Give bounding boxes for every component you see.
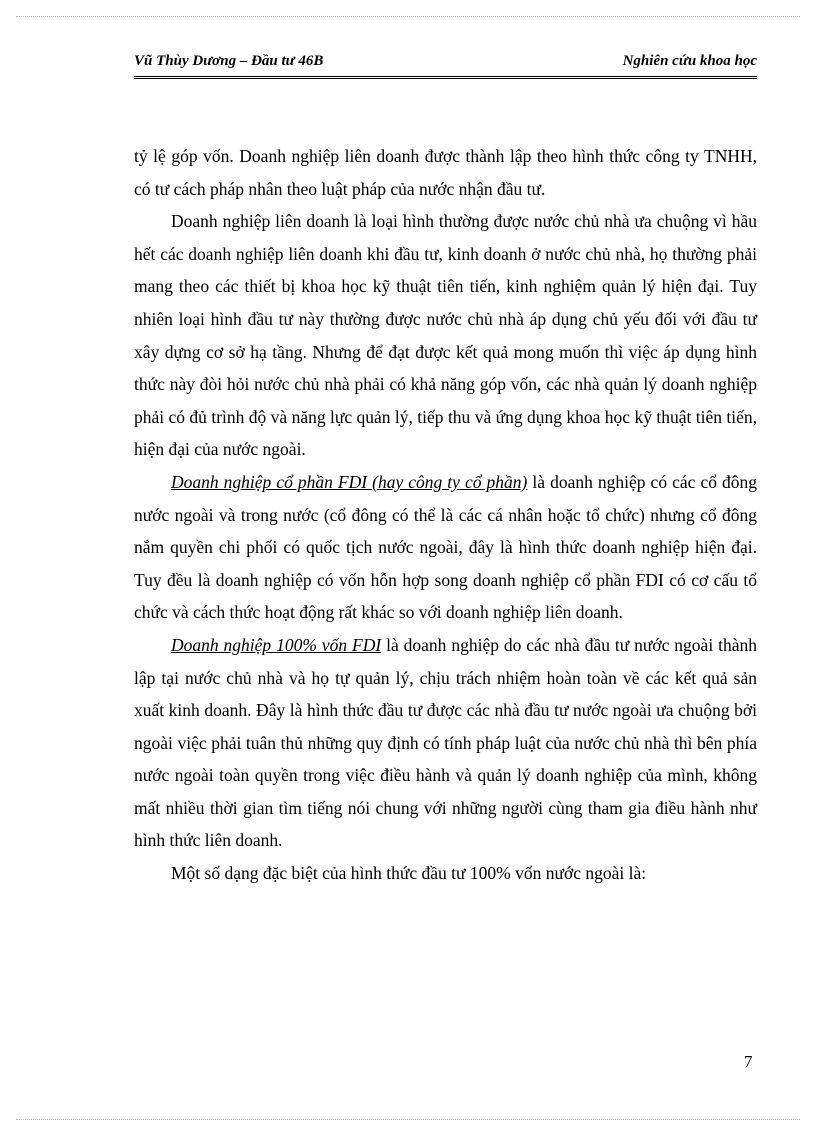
page-bottom-border bbox=[16, 1119, 800, 1120]
paragraph-2: Doanh nghiệp liên doanh là loại hình thường được nước chủ nhà ưa chuộng vì hầu hết các doanh nghiệp liên doanh khi đầu tư, kinh doanh ở nước chủ nhà, họ thường phải mang theo các thiết bị khoa học kỹ thuật tiên tiến, kinh nghiệm quản lý hiện đại. Tuy nhiên loại hình đầu tư này thường được nước chủ nhà áp dụng chủ yếu đối với đầu tư xây dựng cơ sở hạ tầng. Nhưng để đạt được kết quả mong muốn thì việc áp dụng hình thức này đòi hỏi nước chủ nhà phải có khả năng góp vốn, các nhà quản lý doanh nghiệp phải có đủ trình độ và năng lực quản lý, tiếp thu và ứng dụng khoa học kỹ thuật tiên tiến, hiện đại của nước ngoài. bbox=[134, 211, 757, 460]
document-body bbox=[134, 140, 757, 890]
paragraph-3-text: là doanh nghiệp có các cổ đông nước ngoài và trong nước (cổ đông có thể là các cá nhân hoặc tổ chức) nhưng cổ đông nắm quyền chi phối có quốc tịch nước ngoài, đây là hình thức doanh nghiệp hiện đại. Tuy đều là doanh nghiệp có vốn hỗn hợp song doanh nghiệp cổ phần FDI có cơ cấu tổ chức và cách thức hoạt động rất khác so với doanh nghiệp liên doanh. bbox=[134, 471, 757, 623]
term-joint-stock-fdi: Doanh nghiệp cổ phần FDI (hay công ty cổ phần) bbox=[171, 471, 528, 492]
page-header bbox=[134, 46, 757, 79]
paragraph-4-text: là doanh nghiệp do các nhà đầu tư nước ngoài thành lập tại nước chủ nhà và họ tự quản lý, chịu trách nhiệm hoàn toàn về các kết quả sản xuất kinh doanh. Đây là hình thức đầu tư được các nhà đầu tư nước ngoài ưa chuộng bởi ngoài việc phải tuân thủ những quy định có tính pháp luật của nước chủ nhà thì bên phía nước ngoài toàn quyền trong việc điều hành và quản lý doanh nghiệp của mình, không mất nhiều thời gian tìm tiếng nói chung với những người cùng tham gia điều hành như hình thức liên doanh. bbox=[134, 634, 757, 851]
paragraph-1: tỷ lệ góp vốn. Doanh nghiệp liên doanh được thành lập theo hình thức công ty TNHH, có tư cách pháp nhân theo luật pháp của nước nhận đầu tư. bbox=[134, 146, 757, 199]
header-title: Nghiên cứu khoa học bbox=[622, 53, 757, 69]
page-top-border bbox=[16, 16, 800, 17]
page-number: 7 bbox=[744, 1052, 753, 1071]
paragraph-4 bbox=[134, 629, 757, 857]
header-author: Vũ Thùy Dương – Đầu tư 46B bbox=[134, 53, 324, 69]
term-100-percent-fdi: Doanh nghiệp 100% vốn FDI bbox=[171, 634, 382, 655]
paragraph-3 bbox=[134, 466, 757, 629]
paragraph-5: Một số dạng đặc biệt của hình thức đầu tư 100% vốn nước ngoài là: bbox=[171, 863, 647, 884]
